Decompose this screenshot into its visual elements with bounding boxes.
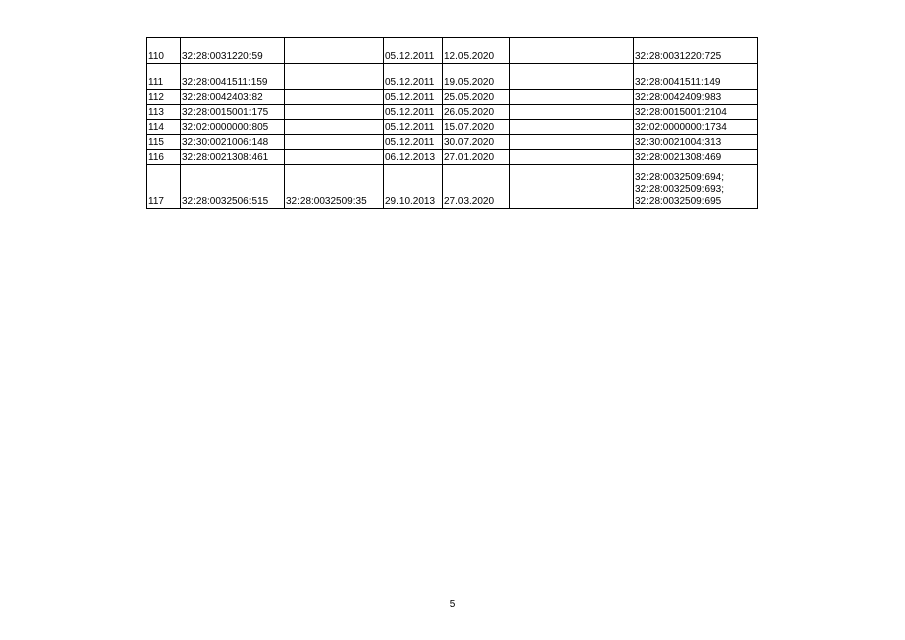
registration-date-cell: 05.12.2011 <box>384 38 443 64</box>
parent-cadastral-cell <box>285 150 384 165</box>
new-cadastral-line: 32:28:0032509:695 <box>635 196 722 207</box>
removal-date-cell: 26.05.2020 <box>443 105 510 120</box>
table-row <box>147 105 758 120</box>
empty-cell <box>510 120 634 135</box>
registration-date-cell: 06.12.2013 <box>384 150 443 165</box>
removal-date-cell: 30.07.2020 <box>443 135 510 150</box>
row-number-cell: 113 <box>147 105 181 120</box>
parent-cadastral-cell <box>285 64 384 90</box>
row-number-cell: 112 <box>147 90 181 105</box>
empty-cell <box>510 38 634 64</box>
row-number-cell: 110 <box>147 38 181 64</box>
removal-date-cell: 27.03.2020 <box>443 165 510 209</box>
empty-cell <box>510 135 634 150</box>
removal-date-cell: 19.05.2020 <box>443 64 510 90</box>
cadastral-number-cell: 32:28:0021308:461 <box>181 150 285 165</box>
empty-cell <box>510 105 634 120</box>
new-cadastral-cell: 32:30:0021004:313 <box>634 135 758 150</box>
empty-cell <box>510 165 634 209</box>
new-cadastral-cell: 32:28:0041511:149 <box>634 64 758 90</box>
cadastral-number-cell: 32:30:0021006:148 <box>181 135 285 150</box>
new-cadastral-cell: 32:28:0031220:725 <box>634 38 758 64</box>
new-cadastral-line: 32:28:0032509:693; <box>635 184 724 195</box>
parent-cadastral-cell <box>285 135 384 150</box>
parent-cadastral-cell <box>285 38 384 64</box>
new-cadastral-cell: 32:02:0000000:1734 <box>634 120 758 135</box>
new-cadastral-cell: 32:28:0042409:983 <box>634 90 758 105</box>
parent-cadastral-cell: 32:28:0032509:35 <box>285 165 384 209</box>
table-row <box>147 90 758 105</box>
cadastral-number-cell: 32:28:0031220:59 <box>181 38 285 64</box>
cadastral-number-cell: 32:02:0000000:805 <box>181 120 285 135</box>
table-row <box>147 135 758 150</box>
row-number-cell: 114 <box>147 120 181 135</box>
empty-cell <box>510 64 634 90</box>
registration-date-cell: 05.12.2011 <box>384 120 443 135</box>
row-number-cell: 116 <box>147 150 181 165</box>
parent-cadastral-cell <box>285 120 384 135</box>
table-row <box>147 165 758 209</box>
row-number-cell: 115 <box>147 135 181 150</box>
new-cadastral-cell: 32:28:0015001:2104 <box>634 105 758 120</box>
row-number-cell: 117 <box>147 165 181 209</box>
land-plot-table <box>146 37 758 209</box>
empty-cell <box>510 90 634 105</box>
removal-date-cell: 12.05.2020 <box>443 38 510 64</box>
removal-date-cell: 15.07.2020 <box>443 120 510 135</box>
row-number-cell: 111 <box>147 64 181 90</box>
cadastral-number-cell: 32:28:0041511:159 <box>181 64 285 90</box>
cadastral-number-cell: 32:28:0032506:515 <box>181 165 285 209</box>
page-number: 5 <box>449 599 456 610</box>
parent-cadastral-cell <box>285 90 384 105</box>
new-cadastral-line: 32:28:0032509:694; <box>635 172 724 183</box>
cadastral-number-cell: 32:28:0015001:175 <box>181 105 285 120</box>
table-row <box>147 64 758 90</box>
removal-date-cell: 27.01.2020 <box>443 150 510 165</box>
parent-cadastral-cell <box>285 105 384 120</box>
registration-date-cell: 29.10.2013 <box>384 165 443 209</box>
cadastral-number-cell: 32:28:0042403:82 <box>181 90 285 105</box>
table-row <box>147 120 758 135</box>
registration-date-cell: 05.12.2011 <box>384 135 443 150</box>
empty-cell <box>510 150 634 165</box>
table-row <box>147 38 758 64</box>
table-row <box>147 150 758 165</box>
new-cadastral-cell: 32:28:0021308:469 <box>634 150 758 165</box>
registration-date-cell: 05.12.2011 <box>384 90 443 105</box>
new-cadastral-cell <box>634 165 758 209</box>
registration-date-cell: 05.12.2011 <box>384 64 443 90</box>
removal-date-cell: 25.05.2020 <box>443 90 510 105</box>
registration-date-cell: 05.12.2011 <box>384 105 443 120</box>
